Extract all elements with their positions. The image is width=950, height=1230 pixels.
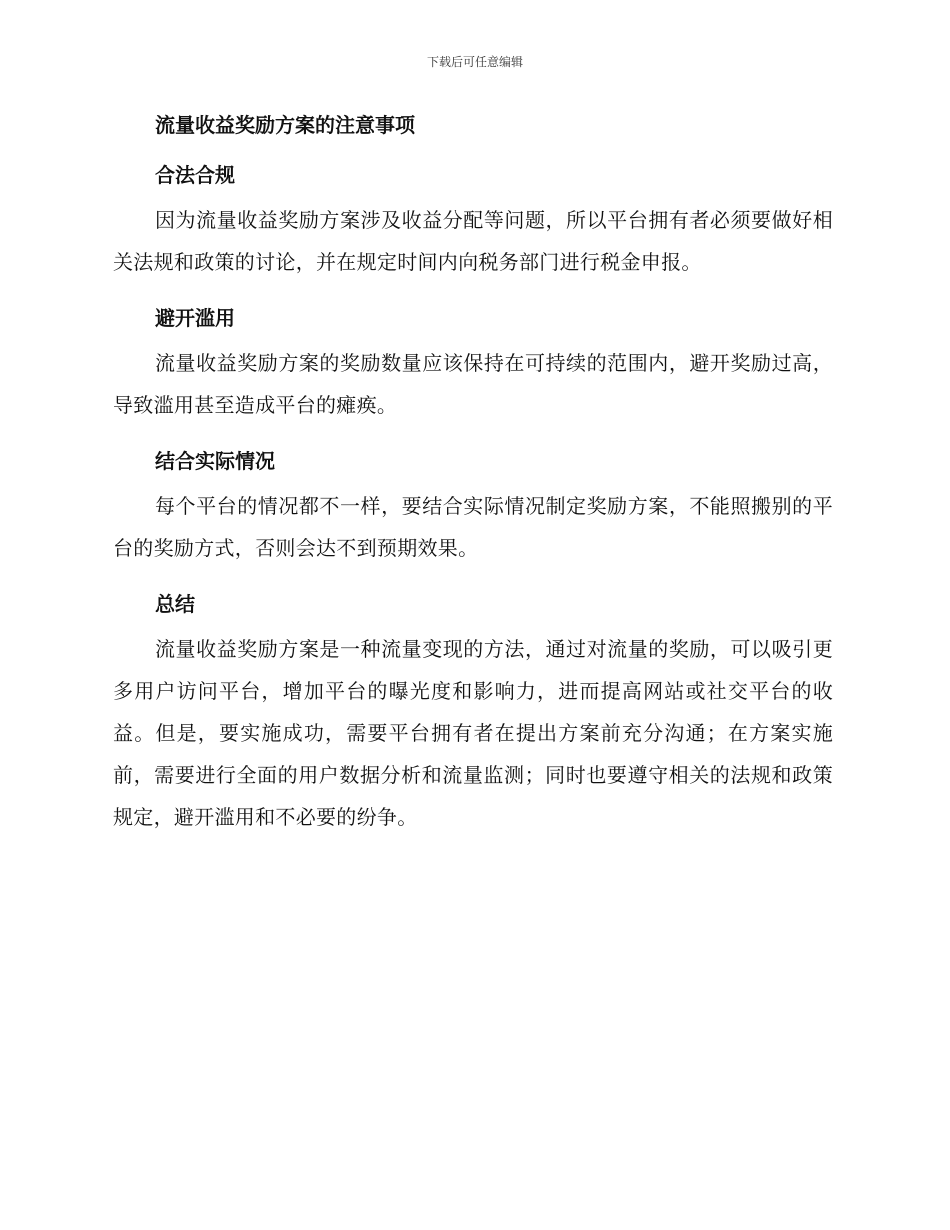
section-paragraph-legal: 因为流量收益奖励方案涉及收益分配等问题，所以平台拥有者必须要做好相关法规和政策的讨论，并在规定时间内向税务部门进行税金申报。 [113,208,833,274]
section-paragraph-avoid-abuse: 流量收益奖励方案的奖励数量应该保持在可持续的范围内，避开奖励过高，导致滥用甚至造成平台的瘫痪。 [113,351,833,417]
section-paragraph-actual-situation: 每个平台的情况都不一样，要结合实际情况制定奖励方案，不能照搬别的平台的奖励方式，否则会达不到预期效果。 [113,494,833,560]
section-paragraph-summary: 流量收益奖励方案是一种流量变现的方法，通过对流量的奖励，可以吸引更多用户访问平台，增加平台的曝光度和影响力，进而提高网站或社交平台的收益。但是，要实施成功，需要平台拥有者在提出方案前充分沟通；在方案实施前，需要进行全面的用户数据分析和流量监测；同时也要遵守相关的法规和政策规定，避开滥用和不必要的纷争。 [113,637,833,829]
document-body [113,110,833,838]
page-header: 下载后可任意编辑 [426,55,523,69]
document-title: 流量收益奖励方案的注意事项 [155,113,415,137]
section-heading-actual-situation: 结合实际情况 [155,449,275,473]
section-heading-summary: 总结 [155,592,195,616]
section-heading-legal: 合法合规 [155,163,235,187]
section-heading-avoid-abuse: 避开滥用 [155,306,235,330]
